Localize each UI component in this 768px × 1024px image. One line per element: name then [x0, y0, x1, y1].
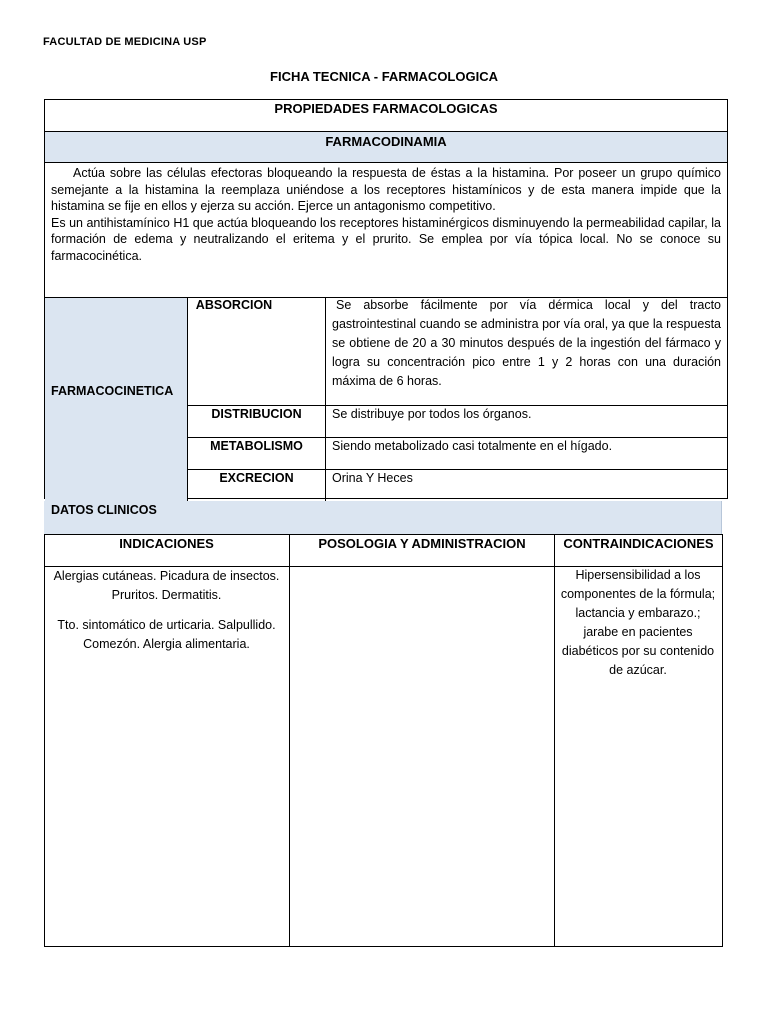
farmacocinetica-label-bg [45, 298, 187, 501]
metabolismo-label: METABOLISMO [210, 439, 303, 453]
farmacodinamia-heading: FARMACODINAMIA [325, 134, 447, 149]
divider [289, 534, 290, 947]
metabolismo-text: Siendo metabolizado casi totalmente en el hígado. [332, 439, 613, 453]
column-header-contraindicaciones: CONTRAINDICACIONES [563, 536, 714, 551]
propiedades-heading: PROPIEDADES FARMACOLOGICAS [274, 101, 498, 116]
indicaciones-paragraph-2: Tto. sintomático de urticaria. Salpullido. Comezón. Alergia alimentaria. [57, 618, 276, 651]
farmacocinetica-heading: FARMACOCINETICA [51, 384, 174, 398]
divider [44, 131, 728, 132]
datos-clinicos-heading: DATOS CLINICOS [51, 503, 157, 517]
excrecion-text: Orina Y Heces [332, 471, 413, 485]
divider [554, 534, 555, 947]
column-header-indicaciones: INDICACIONES [119, 536, 214, 551]
distribucion-label: DISTRIBUCION [211, 407, 302, 421]
absorcion-text: Se absorbe fácilmente por vía dérmica local y del tracto gastrointestinal cuando se administra por vía oral, ya que la respuesta se obtiene de 20 a 30 minutos después de la ingestión del fármaco y logra su concentración pico entre 1 y 2 horas con una duración máxima de 6 horas. [332, 298, 721, 388]
divider [325, 298, 326, 501]
farmacodinamia-text [44, 163, 727, 297]
column-header-posologia: POSOLOGIA Y ADMINISTRACION [318, 536, 526, 551]
indicaciones-paragraph-1: Alergias cutáneas. Picadura de insectos. Pruritos. Dermatitis. [53, 569, 280, 602]
faculty-name: FACULTAD DE MEDICINA USP [43, 36, 207, 48]
document-title: FICHA TECNICA - FARMACOLOGICA [270, 69, 498, 84]
excrecion-label: EXCRECION [219, 471, 294, 485]
contraindicaciones-cell: Hipersensibilidad a los componentes de la fórmula; lactancia y embarazo.; jarabe en pacientes diabéticos por su contenido de azúcar. [560, 568, 716, 677]
distribucion-text: Se distribuye por todos los órganos. [332, 407, 532, 421]
farmacodinamia-paragraph-2: Es un antihistamínico H1 que actúa bloqueando los receptores histaminérgicos disminuyendo la permeabilidad capilar, la formación de edema y neutralizando el eritema y el prurito. Se emplea por vía tópica local. No se conoce su farmacocinética. [51, 215, 721, 263]
indicaciones-cell [47, 567, 286, 654]
farmacodinamia-paragraph-1: Actúa sobre las células efectoras bloqueando la respuesta de éstas a la histamina. Por poseer un grupo químico semejante a la histamina la reemplaza uniéndose a los receptores histamínicos y de esta manera impide que la histamina se fije en ellos y ejerza su acción. Ejerce un antagonismo competitivo. [51, 166, 721, 213]
absorcion-label: ABSORCION [195, 298, 273, 312]
